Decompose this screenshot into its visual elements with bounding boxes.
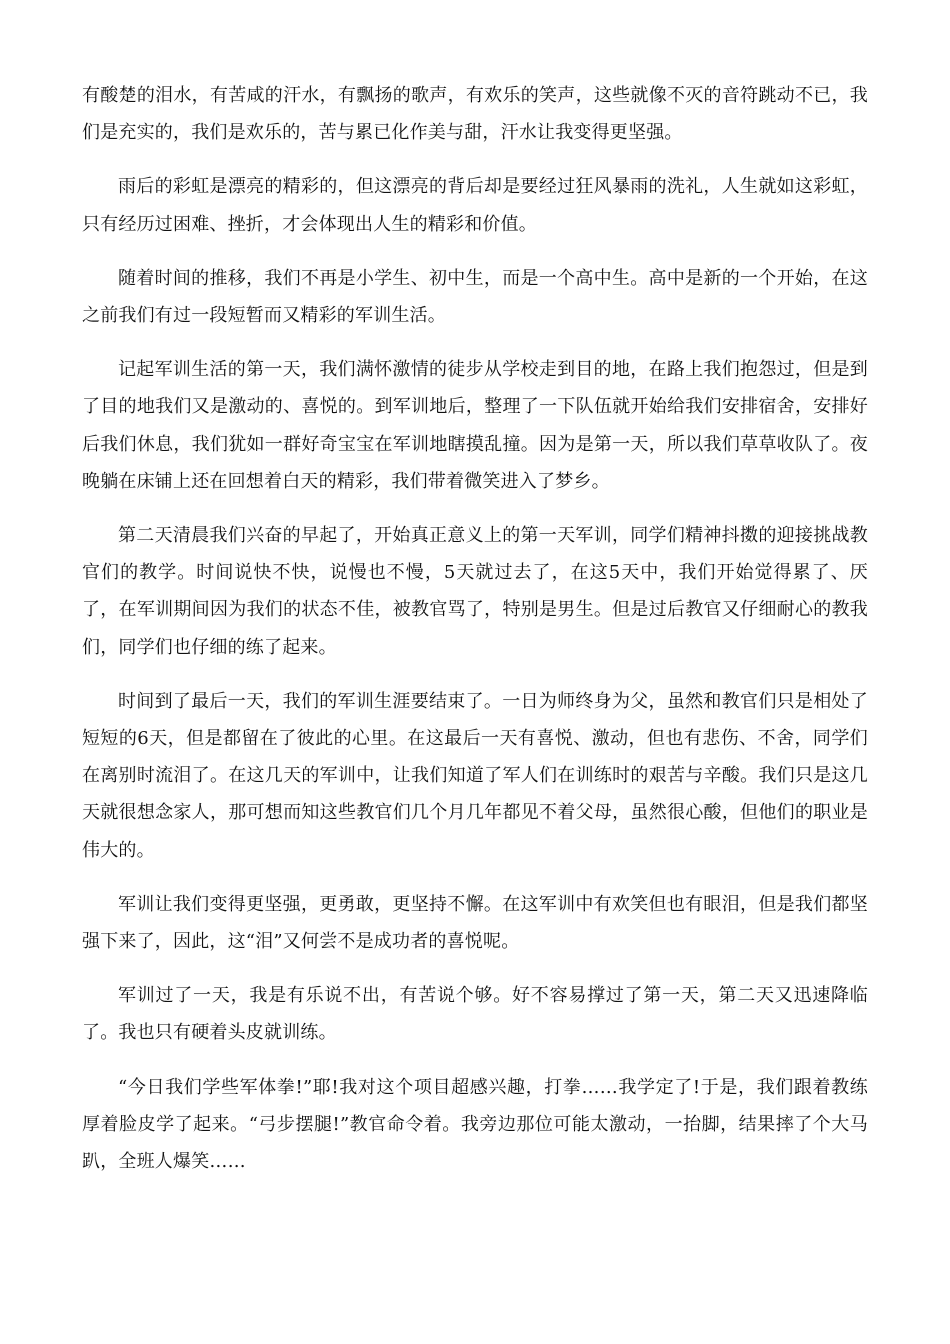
paragraph-8: 军训过了一天，我是有乐说不出，有苦说个够。好不容易撑过了第一天，第二天又迅速降临了。我也只有硬着头皮就训练。	[82, 985, 868, 1044]
paragraph-9: “今日我们学些军体拳!”耶!我对这个项目超感兴趣，打拳……我学定了!于是，我们跟着教练厚着脸皮学了起来。“弓步摆腿!”教官命令着。我旁边那位可能太激动，一抬脚，结果摔了个大马趴，全班人爆笑……	[82, 1076, 868, 1173]
paragraph-1: 有酸楚的泪水，有苦咸的汗水，有飘扬的歌声，有欢乐的笑声，这些就像不灭的音符跳动不已，我们是充实的，我们是欢乐的，苦与累已化作美与甜，汗水让我变得更坚强。	[82, 85, 868, 144]
document-body	[82, 77, 868, 1197]
paragraph-3: 随着时间的推移，我们不再是小学生、初中生，而是一个高中生。高中是新的一个开始，在这之前我们有过一段短暂而又精彩的军训生活。	[82, 267, 868, 327]
paragraph-7: 军训让我们变得更坚强，更勇敢，更坚持不懈。在这军训中有欢笑但也有眼泪，但是我们都坚强下来了，因此，这“泪”又何尝不是成功者的喜悦呢。	[82, 893, 868, 953]
paragraph-5: 第二天清晨我们兴奋的早起了，开始真正意义上的第一天军训，同学们精神抖擞的迎接挑战教官们的教学。时间说快不快，说慢也不慢，5天就过去了，在这5天中，我们开始觉得累了、厌了，在军训期间因为我们的状态不佳，被教官骂了，特别是男生。但是过后教官又仔细耐心的教我们，同学们也仔细的练了起来。	[82, 525, 868, 658]
paragraph-2: 雨后的彩虹是漂亮的精彩的，但这漂亮的背后却是要经过狂风暴雨的洗礼，人生就如这彩虹，只有经历过困难、挫折，才会体现出人生的精彩和价值。	[82, 176, 868, 235]
paragraph-6: 时间到了最后一天，我们的军训生涯要结束了。一日为师终身为父，虽然和教官们只是相处了短短的6天，但是都留在了彼此的心里。在这最后一天有喜悦、激动，但也有悲伤、不舍，同学们在离别时流泪了。在这几天的军训中，让我们知道了军人们在训练时的艰苦与辛酸。我们只是这几天就很想念家人，那可想而知这些教官们几个月几年都见不着父母，虽然很心酸，但他们的职业是伟大的。	[82, 690, 868, 861]
paragraph-4: 记起军训生活的第一天，我们满怀激情的徒步从学校走到目的地，在路上我们抱怨过，但是到了目的地我们又是激动的、喜悦的。到军训地后，整理了一下队伍就开始给我们安排宿舍，安排好后我们休息，我们犹如一群好奇宝宝在军训地瞎摸乱撞。因为是第一天，所以我们草草收队了。夜晚躺在床铺上还在回想着白天的精彩，我们带着微笑进入了梦乡。	[82, 359, 868, 492]
